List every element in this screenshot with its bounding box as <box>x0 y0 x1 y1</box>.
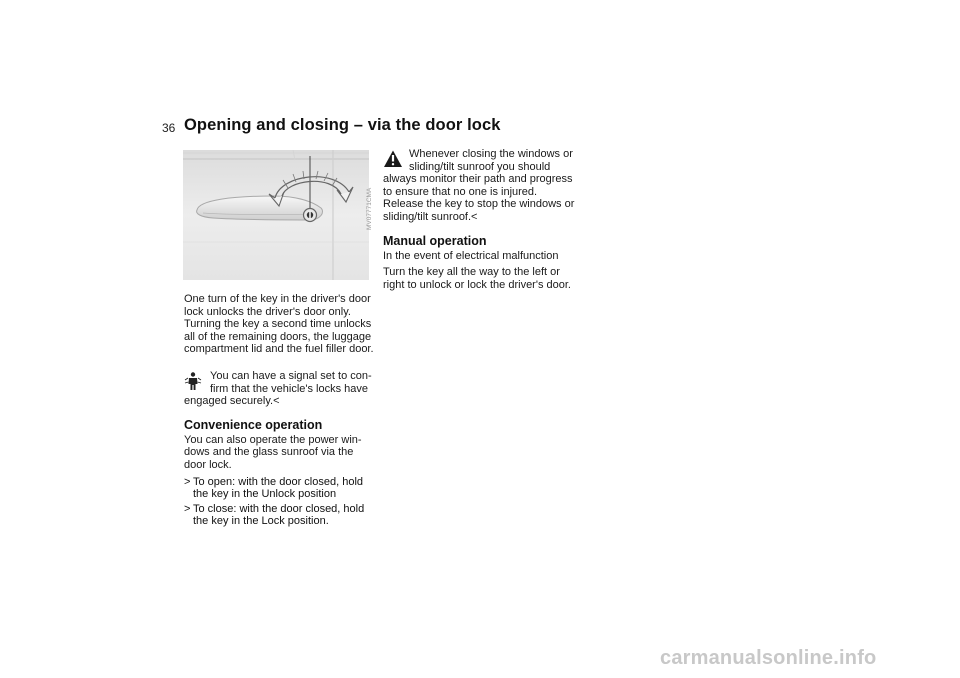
manual-line-1: In the event of electrical malfunction <box>383 249 559 262</box>
convenience-body: You can also operate the power win- dows and the glass sunroof via the door lock. <box>184 433 362 471</box>
watermark: carmanualsonline.info <box>660 647 877 669</box>
intro-paragraph: One turn of the key in the driver's door lock unlocks the driver's door only. Turning the key a second time unlocks all of the remaining doors, the luggage compartment lid and the fuel filler door. <box>184 293 374 356</box>
end-mark: < <box>273 395 280 408</box>
page-title: Opening and closing – via the door lock <box>184 116 501 134</box>
note-line-3: engaged securely.< <box>184 395 280 408</box>
warning-triangle-icon <box>383 149 403 174</box>
list-item <box>184 476 374 501</box>
bullet-mark: > <box>184 502 191 515</box>
note-line-2: firm that the vehicle's locks have <box>210 382 369 395</box>
end-mark: < <box>471 210 478 223</box>
bullet-text: To open: with the door closed, hold the key in the Unlock position <box>193 475 364 501</box>
door-handle-key-illustration <box>183 150 369 280</box>
service-note <box>184 370 374 408</box>
figure-code: MV07771CMA <box>366 187 373 230</box>
page-number: 36 <box>162 121 176 135</box>
manual-operation-heading: Manual operation <box>383 233 487 248</box>
bullet-text: To close: with the door closed, hold the key in the Lock position. <box>193 502 365 528</box>
warning-line-1: Whenever closing the windows or <box>409 148 573 160</box>
manual-line-2: Turn the key all the way to the left or right to unlock or lock the driver's door. <box>383 266 571 291</box>
note-line-1: You can have a signal set to con- <box>210 369 372 382</box>
list-item <box>184 503 374 528</box>
warning-line-2: sliding/tilt sunroof you should <box>409 160 551 173</box>
door-lock-illustration <box>183 150 369 280</box>
right-column <box>383 148 579 291</box>
service-person-icon <box>184 371 202 396</box>
bullet-mark: > <box>184 475 191 488</box>
warning-rest: always monitor their path and progress to ensure that no one is injured. Release the key to stop the windows or sliding/tilt sunroof.< <box>383 173 575 223</box>
convenience-heading: Convenience operation <box>184 417 323 432</box>
left-column <box>184 293 374 528</box>
warning-note <box>383 148 579 224</box>
